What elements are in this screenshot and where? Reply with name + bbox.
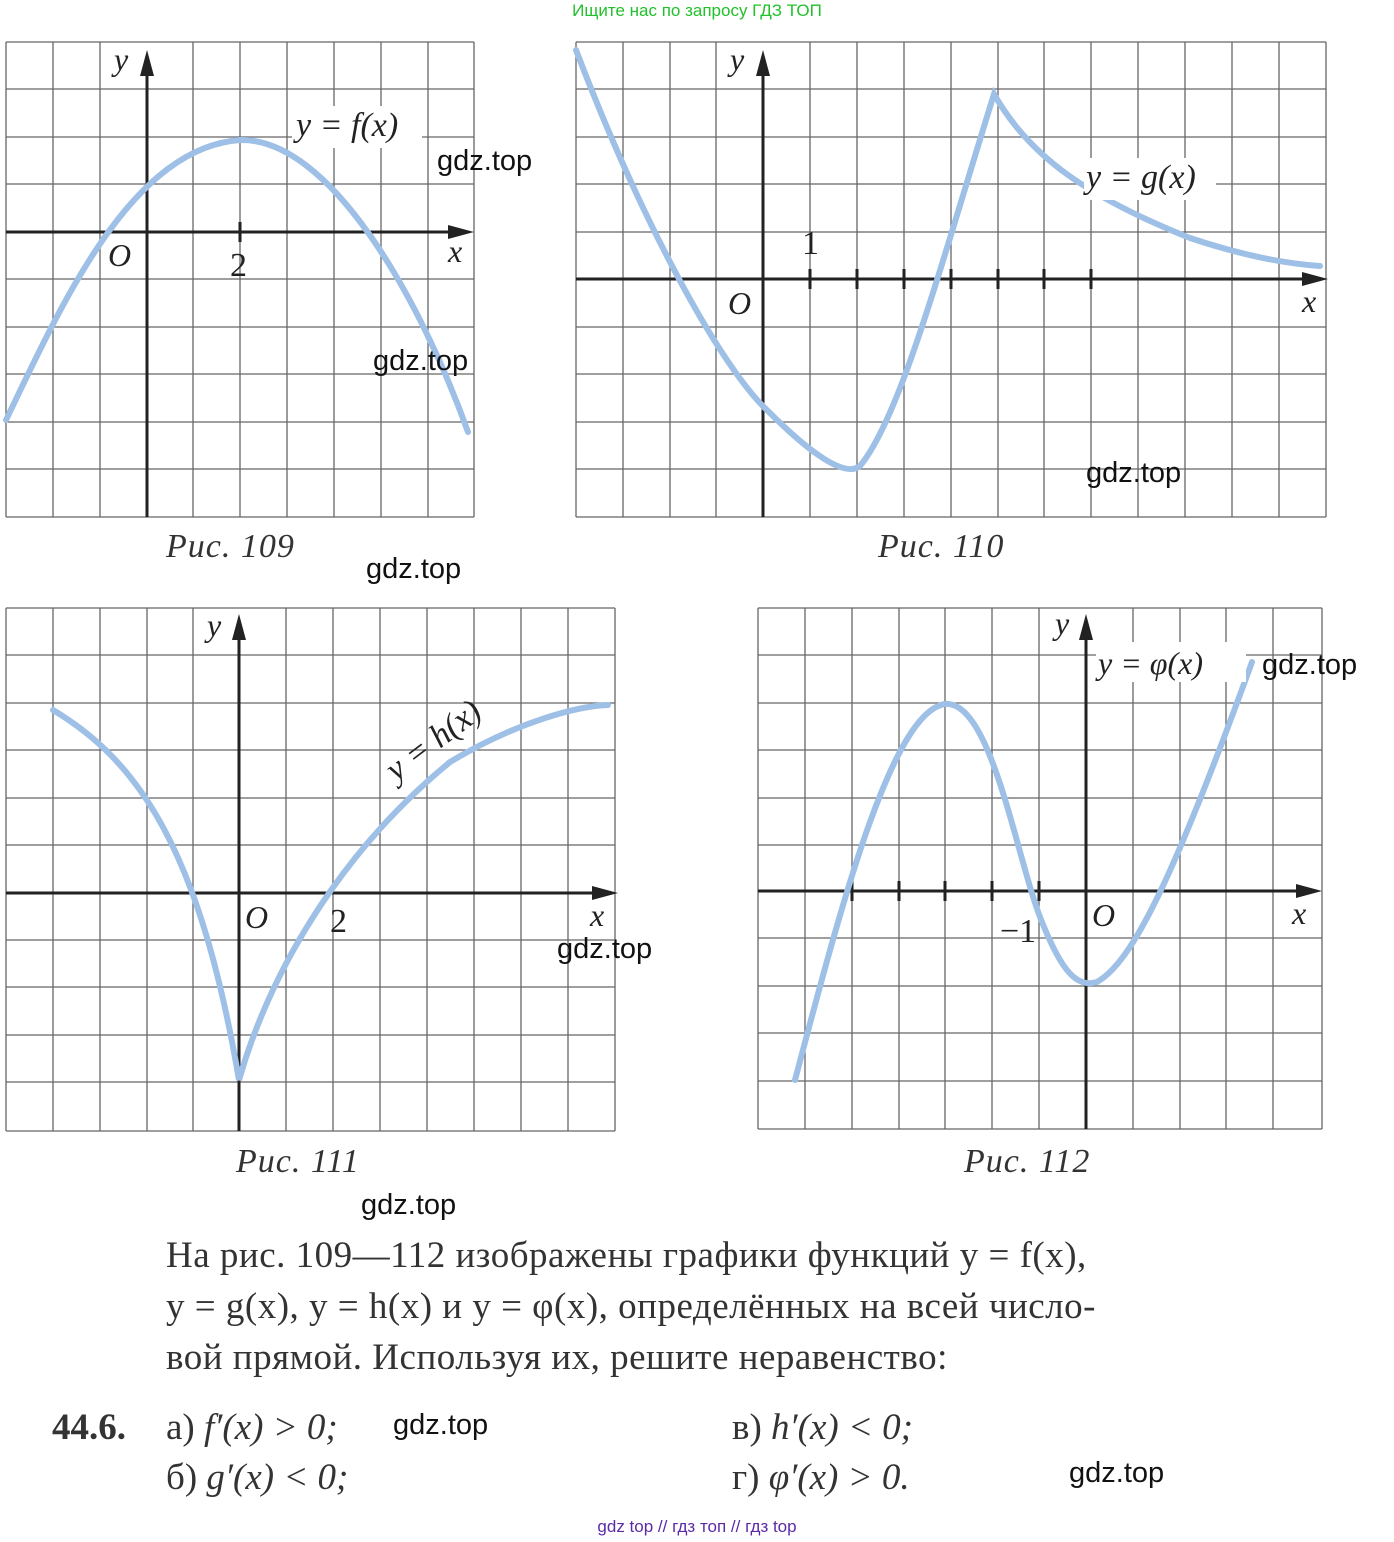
watermark: gdz.top: [1262, 649, 1358, 681]
curve-phi: [795, 662, 1252, 1080]
function-label: y = φ(x): [1098, 645, 1204, 681]
caption-fig-111: Рис. 111: [236, 1143, 360, 1180]
axis-label-y: y: [730, 41, 745, 77]
watermark: gdz.top: [1069, 1457, 1165, 1489]
function-label: y = h(x): [378, 692, 489, 789]
item-label: в): [732, 1407, 762, 1448]
item-label: б): [166, 1457, 198, 1498]
grid: [6, 608, 615, 1131]
axis-label-y: y: [1055, 605, 1070, 641]
curve-g: [576, 50, 1320, 469]
figure-110-graph: [570, 38, 1334, 528]
watermark: gdz.top: [373, 345, 469, 377]
tick-label-1: 1: [802, 225, 819, 262]
y-axis-arrow: [756, 50, 770, 76]
caption-fig-109: Рис. 109: [166, 528, 295, 565]
problem-intro-line: вой прямой. Используя их, решите неравенство:: [166, 1337, 948, 1378]
watermark: gdz.top: [557, 933, 653, 965]
axis-label-y: y: [207, 607, 222, 643]
item-label: а): [166, 1407, 195, 1448]
caption-fig-110: Рис. 110: [878, 528, 1005, 565]
watermark: gdz.top: [393, 1409, 489, 1441]
axis-label-x: x: [590, 897, 605, 933]
caption-fig-112: Рис. 112: [964, 1143, 1091, 1180]
problem-intro-line: На рис. 109—112 изображены графики функций y = f(x),: [166, 1235, 1087, 1276]
origin-label: O: [1092, 897, 1116, 933]
function-label: y = g(x): [1086, 159, 1196, 196]
axis-label-x: x: [1302, 283, 1317, 319]
function-label: y = f(x): [296, 107, 399, 144]
watermark: gdz.top: [1086, 457, 1182, 489]
item-a: [166, 1406, 338, 1449]
axis-label-x: x: [1292, 895, 1307, 931]
item-text: φ′(x) > 0.: [768, 1457, 910, 1498]
item-text: g′(x) < 0;: [206, 1457, 349, 1498]
figure-109-graph: [0, 38, 480, 528]
watermark: gdz.top: [366, 553, 462, 585]
grid: [758, 608, 1322, 1129]
tick-label-2: 2: [330, 903, 347, 940]
y-axis-arrow: [232, 614, 246, 640]
problem-intro-line: y = g(x), y = h(x) и y = φ(x), определённых на всей число-: [166, 1286, 1096, 1327]
figure-111-graph: [0, 602, 622, 1142]
origin-label: O: [108, 237, 132, 273]
exercise-number: [52, 1406, 126, 1449]
exercise-number-label: 44.6.: [52, 1407, 126, 1448]
origin-label: O: [728, 285, 752, 321]
item-g: [732, 1456, 910, 1499]
item-text: f′(x) > 0;: [204, 1407, 338, 1448]
item-text: h′(x) < 0;: [771, 1407, 913, 1448]
origin-label: O: [245, 899, 269, 935]
tick-label-2: 2: [230, 247, 247, 284]
y-axis-arrow: [1079, 614, 1093, 640]
footer-links[interactable]: gdz top // гдз топ // гдз top: [597, 1517, 797, 1536]
item-label: г): [732, 1457, 760, 1498]
y-axis-arrow: [140, 50, 154, 76]
watermark: gdz.top: [361, 1189, 457, 1221]
problem-intro: [166, 1230, 1346, 1383]
item-b: [166, 1456, 348, 1499]
item-v: [732, 1406, 913, 1449]
axis-label-x: x: [448, 233, 463, 269]
figure-112-graph: [752, 602, 1332, 1142]
tick-label-minus-1: −1: [1000, 913, 1037, 950]
top-banner: Ищите нас по запросу ГДЗ ТОП: [572, 1, 822, 20]
watermark: gdz.top: [437, 145, 533, 177]
axis-label-y: y: [114, 41, 129, 77]
